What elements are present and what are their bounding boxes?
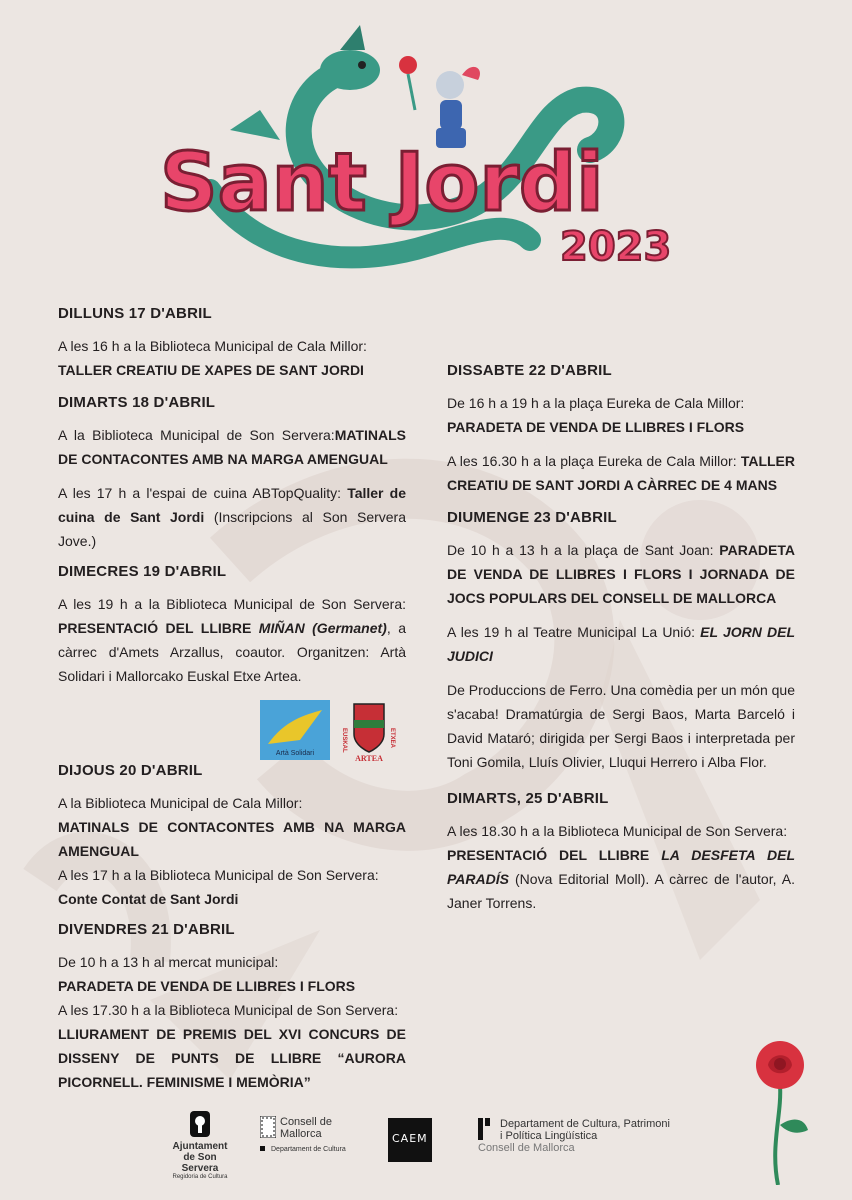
event-text: A les 18.30 h a la Biblioteca Municipal de Son Servera: PRESENTACIÓ DEL LLIBRE LA DESFETA DEL PARADÍS (Nova Editorial Moll). A càrrec de l'autor, A. Janer Torrens. [447, 823, 795, 911]
day-heading: DIJOUS 20 D'ABRIL [58, 762, 203, 779]
title-text: Sant Jordi [160, 136, 604, 229]
event-text: A les 16.30 h a la plaça Eureka de Cala Millor: TALLER CREATIU DE SANT JORDI A CÀRREC DE 4 MANS [447, 453, 796, 493]
ajuntament-logo: Ajuntament de Son Servera Regidoria de Cultura [165, 1110, 235, 1180]
consell-crest-icon [260, 1116, 276, 1138]
consell-mallorca-logo: Consell de Mallorca Departament de Cultura [260, 1116, 380, 1153]
day-heading: DILLUNS 17 D'ABRIL [58, 305, 212, 322]
day-heading: DIMARTS 18 D'ABRIL [58, 394, 216, 411]
arta-solidari-logo [260, 700, 330, 760]
event-text: De 10 h a 13 h al mercat municipal: PARADETA DE VENDA DE LLIBRES I FLORS [58, 954, 356, 994]
departament-cultura-logo: Departament de Cultura, Patrimoni i Política Lingüística Consell de Mallorca [478, 1118, 670, 1154]
day-block [58, 921, 406, 1094]
svg-text:EUSKAL: EUSKAL [341, 728, 347, 753]
euskal-etxea-artea-logo [336, 698, 402, 762]
right-column [447, 362, 795, 925]
day-block [447, 790, 795, 915]
day-block [58, 762, 406, 911]
left-column [58, 300, 406, 1104]
day-block [447, 509, 795, 774]
event-text: De Produccions de Ferro. Una comèdia per un món que s'acaba! Dramatúrgia de Sergi Baos, Marta Barceló i David Mataró; dirigida per Sergi Baos i interpretada per Toni Gomila, Lluís Olivier, Lluqui Herrero i Alba Flor. [447, 682, 795, 770]
year-text: 2023 [560, 224, 672, 270]
partner-logos [58, 698, 406, 762]
day-heading: DIMECRES 19 D'ABRIL [58, 563, 227, 580]
event-text: A les 19 h a la Biblioteca Municipal de Son Servera: PRESENTACIÓ DEL LLIBRE MIÑAN (Germanet), a càrrec d'Amets Arzallus, coautor. Organitzen: Artà Solidari i Mallorcako Euskal Etxe Artea. [58, 596, 406, 684]
svg-text:ARTEA: ARTEA [355, 754, 383, 762]
event-text: A la Biblioteca Municipal de Cala Millor: MATINALS DE CONTACONTES AMB NA MARGA AMENGUAL [58, 795, 406, 859]
event-text: A les 17 h a la Biblioteca Municipal de Son Servera: Conte Contat de Sant Jordi [58, 867, 379, 907]
ajuntament-crest-icon [189, 1110, 211, 1138]
caem-logo: CAEM [388, 1118, 432, 1162]
event-text: A la Biblioteca Municipal de Son Servera:MATINALS DE CONTACONTES AMB NA MARGA AMENGUAL [58, 427, 406, 467]
departament-mark-icon [478, 1118, 492, 1140]
day-heading: DIVENDRES 21 D'ABRIL [58, 921, 235, 938]
day-block [58, 305, 406, 382]
footer-logos [0, 1110, 852, 1200]
event-text: A les 16 h a la Biblioteca Municipal de Cala Millor: TALLER CREATIU DE XAPES DE SANT JORDI [58, 338, 367, 378]
event-text: De 16 h a 19 h a la plaça Eureka de Cala Millor: PARADETA DE VENDA DE LLIBRES I FLORS [447, 395, 745, 435]
day-heading: DISSABTE 22 D'ABRIL [447, 362, 612, 379]
day-heading: DIUMENGE 23 D'ABRIL [447, 509, 617, 526]
event-text: A les 19 h al Teatre Municipal La Unió: EL JORN DEL JUDICI [447, 624, 795, 664]
svg-text:Artà Solidari: Artà Solidari [275, 750, 315, 757]
day-heading: DIMARTS, 25 D'ABRIL [447, 790, 609, 807]
sant-jordi-title-illustration [150, 20, 710, 280]
event-text: De 10 h a 13 h a la plaça de Sant Joan: PARADETA DE VENDA DE LLIBRES I FLORS I JORNADA DE JOCS POPULARS DEL CONSELL DE MALLORCA [447, 542, 795, 606]
day-block [447, 362, 795, 497]
day-block [58, 394, 406, 553]
event-text: A les 17 h a l'espai de cuina ABTopQuality: Taller de cuina de Sant Jordi (Inscripcions al Son Servera Jove.) [58, 485, 406, 549]
day-block [58, 563, 406, 762]
event-text: A les 17.30 h a la Biblioteca Municipal de Son Servera: LLIURAMENT DE PREMIS DEL XVI CONCURS DE DISSENY DE PUNTS DE LLIBRE “AURORA PICORNELL. FEMINISME I MEMÒRIA” [58, 1002, 406, 1090]
svg-text:ETXEA: ETXEA [389, 728, 395, 749]
